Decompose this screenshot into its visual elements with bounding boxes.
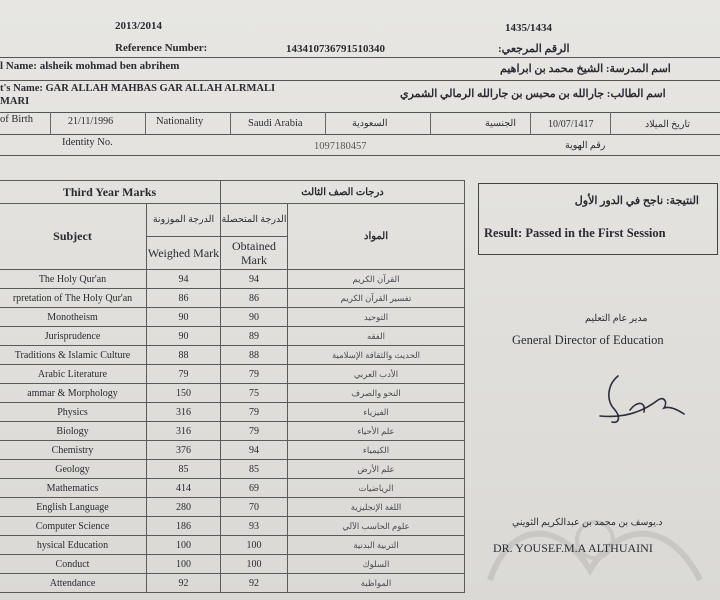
table-row xyxy=(0,270,465,289)
obtained-mark-cell: 70 xyxy=(221,498,288,517)
reference-number-value: 143410736791510340 xyxy=(286,43,385,55)
obtained-mark-cell: 79 xyxy=(221,403,288,422)
subject-cell-ar: الرياضيات xyxy=(288,479,465,498)
subject-cell-ar: القرآن الكريم xyxy=(288,270,465,289)
subject-cell: Computer Science xyxy=(0,517,147,536)
table-row xyxy=(0,517,465,536)
subject-cell: ammar & Morphology xyxy=(0,384,147,403)
nationality-value-ar: السعودية xyxy=(352,119,388,129)
subject-cell-ar: الحديث والثقافة الإسلامية xyxy=(288,346,465,365)
obtained-mark-cell: 94 xyxy=(221,270,288,289)
result-text-ar: النتيجة: ناجح في الدور الأول xyxy=(574,195,699,207)
subject-cell: English Language xyxy=(0,498,147,517)
subject-cell: Geology xyxy=(0,460,147,479)
subject-cell-ar: النحو والصرف xyxy=(288,384,465,403)
weighed-mark-cell: 414 xyxy=(147,479,221,498)
director-title-ar: مدير عام التعليم xyxy=(585,314,648,324)
weighed-mark-cell: 90 xyxy=(147,308,221,327)
student-name-line2: MARI xyxy=(0,96,30,107)
obtained-mark-cell: 86 xyxy=(221,289,288,308)
nationality-label: Nationality xyxy=(156,116,204,127)
subject-cell-ar: علم الأحياء xyxy=(288,422,465,441)
table-row xyxy=(0,289,465,308)
weighed-mark-cell: 100 xyxy=(147,555,221,574)
col-weighed-header-ar: الدرجة الموزونة xyxy=(147,204,221,237)
obtained-mark-cell: 79 xyxy=(221,422,288,441)
weighed-mark-cell: 316 xyxy=(147,422,221,441)
birth-date-label-ar: تاريخ الميلاد xyxy=(645,120,691,130)
table-row xyxy=(0,308,465,327)
subject-cell-ar: الأدب العربي xyxy=(288,365,465,384)
table-row xyxy=(0,403,465,422)
weighed-mark-cell: 150 xyxy=(147,384,221,403)
weighed-mark-cell: 86 xyxy=(147,289,221,308)
table-title: Third Year Marks xyxy=(0,181,221,204)
obtained-mark-cell: 79 xyxy=(221,365,288,384)
weighed-mark-cell: 100 xyxy=(147,536,221,555)
col-weighed-header: Weighed Mark xyxy=(147,237,221,270)
nationality-label-ar: الجنسية xyxy=(485,119,516,129)
subject-cell: Conduct xyxy=(0,555,147,574)
weighed-mark-cell: 94 xyxy=(147,270,221,289)
academic-year: 2013/2014 xyxy=(115,20,163,32)
table-row xyxy=(0,346,465,365)
col-obtained-header: Obtained Mark xyxy=(221,237,288,270)
weighed-mark-cell: 186 xyxy=(147,517,221,536)
subject-cell: Attendance xyxy=(0,574,147,593)
reference-number-label: Reference Number: xyxy=(115,42,208,54)
hijri-year: 1435/1434 xyxy=(505,22,553,34)
subject-cell-ar: اللغة الإنجليزية xyxy=(288,498,465,517)
table-row xyxy=(0,498,465,517)
obtained-mark-cell: 93 xyxy=(221,517,288,536)
student-name-ar: اسم الطالب: جارالله بن محبس بن جارالله الرمالي الشمري xyxy=(400,88,666,100)
nationality-value: Saudi Arabia xyxy=(248,118,303,129)
subject-cell: Monotheism xyxy=(0,308,147,327)
director-title: General Director of Education xyxy=(512,333,664,347)
subject-cell: Physics xyxy=(0,403,147,422)
subject-cell-ar: المواظبة xyxy=(288,574,465,593)
identity-label-ar: رقم الهوية xyxy=(565,141,606,151)
subject-cell-ar: علوم الحاسب الآلي xyxy=(288,517,465,536)
subject-cell-ar: تفسير القرآن الكريم xyxy=(288,289,465,308)
birth-date-value: 21/11/1996 xyxy=(68,116,114,127)
director-name: DR. YOUSEF.M.A ALTHUAINI xyxy=(493,541,653,555)
result-text: Result: Passed in the First Session xyxy=(484,226,666,240)
table-row xyxy=(0,441,465,460)
table-row xyxy=(0,365,465,384)
subject-cell-ar: السلوك xyxy=(288,555,465,574)
subject-cell-ar: الكيمياء xyxy=(288,441,465,460)
identity-value: 1097180457 xyxy=(314,141,367,152)
subject-cell: hysical Education xyxy=(0,536,147,555)
obtained-mark-cell: 75 xyxy=(221,384,288,403)
student-name-label: t's Name: GAR ALLAH MAHBAS GAR ALLAH ALRMALI xyxy=(0,83,276,94)
table-row xyxy=(0,384,465,403)
identity-label: Identity No. xyxy=(62,137,113,148)
subject-cell-ar: علم الأرض xyxy=(288,460,465,479)
table-row xyxy=(0,422,465,441)
subject-cell: Jurisprudence xyxy=(0,327,147,346)
weighed-mark-cell: 280 xyxy=(147,498,221,517)
director-signature xyxy=(560,370,690,430)
reference-number-label-ar: الرقم المرجعي: xyxy=(498,43,570,55)
col-subject-header: Subject xyxy=(0,204,147,270)
table-row xyxy=(0,327,465,346)
school-name-ar: اسم المدرسة: الشيخ محمد بن ابراهيم xyxy=(500,63,671,75)
subject-cell: The Holy Qur'an xyxy=(0,270,147,289)
table-title-ar: درجات الصف الثالث xyxy=(221,181,465,204)
obtained-mark-cell: 88 xyxy=(221,346,288,365)
table-row xyxy=(0,536,465,555)
weighed-mark-cell: 79 xyxy=(147,365,221,384)
col-obtained-header-ar: الدرجة المتحصلة xyxy=(221,204,288,237)
birth-date-hijri: 10/07/1417 xyxy=(548,119,594,130)
subject-cell: Arabic Literature xyxy=(0,365,147,384)
weighed-mark-cell: 90 xyxy=(147,327,221,346)
subject-cell: rpretation of The Holy Qur'an xyxy=(0,289,147,308)
subject-cell: Biology xyxy=(0,422,147,441)
obtained-mark-cell: 85 xyxy=(221,460,288,479)
subject-cell: Chemistry xyxy=(0,441,147,460)
obtained-mark-cell: 92 xyxy=(221,574,288,593)
director-name-ar: د.يوسف بن محمد بن عبدالكريم الثويني xyxy=(512,518,663,528)
obtained-mark-cell: 69 xyxy=(221,479,288,498)
col-subject-header-ar: المواد xyxy=(288,204,465,270)
weighed-mark-cell: 85 xyxy=(147,460,221,479)
table-row xyxy=(0,460,465,479)
table-row xyxy=(0,555,465,574)
obtained-mark-cell: 100 xyxy=(221,555,288,574)
table-row xyxy=(0,574,465,593)
subject-cell-ar: التربية البدنية xyxy=(288,536,465,555)
obtained-mark-cell: 90 xyxy=(221,308,288,327)
table-row xyxy=(0,479,465,498)
obtained-mark-cell: 100 xyxy=(221,536,288,555)
result-box xyxy=(478,183,718,255)
weighed-mark-cell: 316 xyxy=(147,403,221,422)
school-name-label: l Name: alsheik mohmad ben abrihem xyxy=(0,60,180,72)
weighed-mark-cell: 376 xyxy=(147,441,221,460)
subject-cell: Mathematics xyxy=(0,479,147,498)
obtained-mark-cell: 89 xyxy=(221,327,288,346)
weighed-mark-cell: 88 xyxy=(147,346,221,365)
weighed-mark-cell: 92 xyxy=(147,574,221,593)
subject-cell: Traditions & Islamic Culture xyxy=(0,346,147,365)
marks-table xyxy=(0,180,465,593)
obtained-mark-cell: 94 xyxy=(221,441,288,460)
subject-cell-ar: التوحيد xyxy=(288,308,465,327)
subject-cell-ar: الفقه xyxy=(288,327,465,346)
birth-date-label: of Birth xyxy=(0,114,33,125)
subject-cell-ar: الفيزياء xyxy=(288,403,465,422)
